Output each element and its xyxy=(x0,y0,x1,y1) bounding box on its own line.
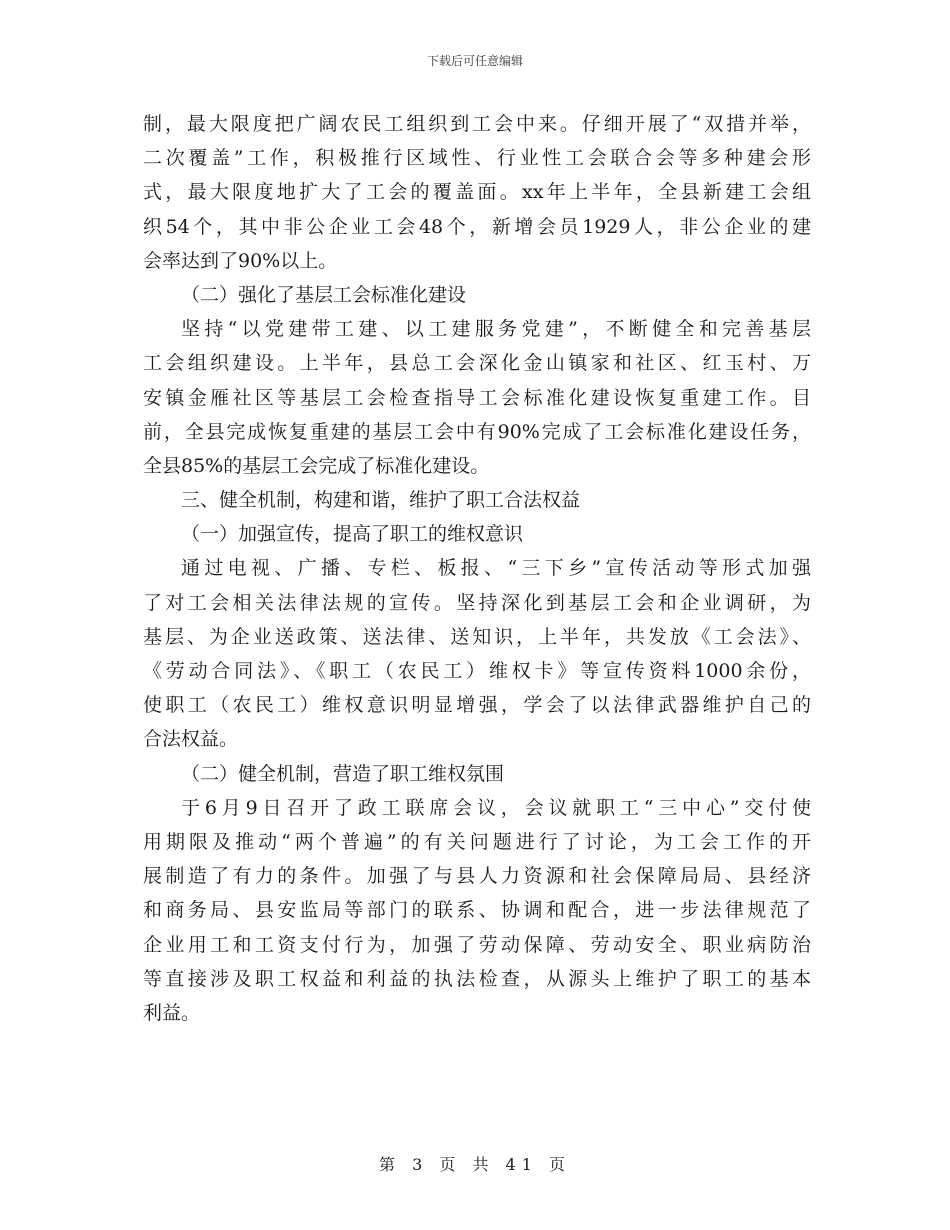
text-line: 了对工会相关法律法规的宣传。坚持深化到基层工会和企业调研，为 xyxy=(143,591,811,614)
text-line: 织54个，其中非公企业工会48个，新增会员1929人，非公企业的建 xyxy=(143,215,811,238)
text-line: 和商务局、县安监局等部门的联系、协调和配合，进一步法律规范了 xyxy=(143,899,811,922)
document-body xyxy=(143,107,811,1030)
text-line: 制，最大限度把广阔农民工组织到工会中来。仔细开展了“双措并举， xyxy=(143,113,811,135)
text-line: 于6月9日召开了政工联席会议，会议就职工“三中心”交付使 xyxy=(181,796,811,819)
text-line: 通过电视、广播、专栏、板报、“三下乡”宣传活动等形式加强 xyxy=(181,557,811,580)
page-header: 下载后可任意编辑 xyxy=(426,54,523,68)
text-line: 三、健全机制，构建和谐，维护了职工合法权益 xyxy=(181,489,581,512)
text-line: 二次覆盖”工作，积极推行区域性、行业性工会联合会等多种建会形 xyxy=(143,147,811,170)
text-line: 工会组织建设。上半年，县总工会深化金山镇家和社区、红玉村、万 xyxy=(143,352,811,375)
text-line: 《劳动合同法》、《职工（农民工）维权卡》等宣传资料1000余份， xyxy=(143,660,811,682)
page-number: 第 3 页 共 41 页 xyxy=(379,1155,571,1174)
text-line: 式，最大限度地扩大了工会的覆盖面。xx年上半年，全县新建工会组 xyxy=(143,181,811,204)
text-line: 利益。 xyxy=(143,1001,201,1024)
text-line: 全县85%的基层工会完成了标准化建设。 xyxy=(143,454,490,477)
text-line: 等直接涉及职工权益和利益的执法检查，从源头上维护了职工的基本 xyxy=(143,967,811,990)
text-line: 使职工（农民工）维权意识明显增强，学会了以法律武器维护自己的 xyxy=(143,694,811,717)
text-line: 合法权益。 xyxy=(143,728,239,751)
text-line: 安镇金雁社区等基层工会检查指导工会标准化建设恢复重建工作。目 xyxy=(143,386,811,409)
text-line: 基层、为企业送政策、送法律、送知识，上半年，共发放《工会法》、 xyxy=(143,625,811,648)
text-line: 展制造了有力的条件。加强了与县人力资源和社会保障局局、县经济 xyxy=(143,865,811,888)
text-line: （二）强化了基层工会标准化建设 xyxy=(181,283,467,306)
text-line: （一）加强宣传，提高了职工的维权意识 xyxy=(181,523,524,546)
text-line: 会率达到了90%以上。 xyxy=(143,249,338,272)
text-line: 前，全县完成恢复重建的基层工会中有90%完成了工会标准化建设任务， xyxy=(143,420,811,443)
text-line: （二）健全机制，营造了职工维权氛围 xyxy=(181,762,505,785)
text-line: 企业用工和工资支付行为，加强了劳动保障、劳动安全、职业病防治 xyxy=(143,933,811,956)
text-line: 坚持“以党建带工建、以工建服务党建”，不断健全和完善基层 xyxy=(181,318,811,341)
text-line: 用期限及推动“两个普遍”的有关问题进行了讨论，为工会工作的开 xyxy=(143,830,811,853)
